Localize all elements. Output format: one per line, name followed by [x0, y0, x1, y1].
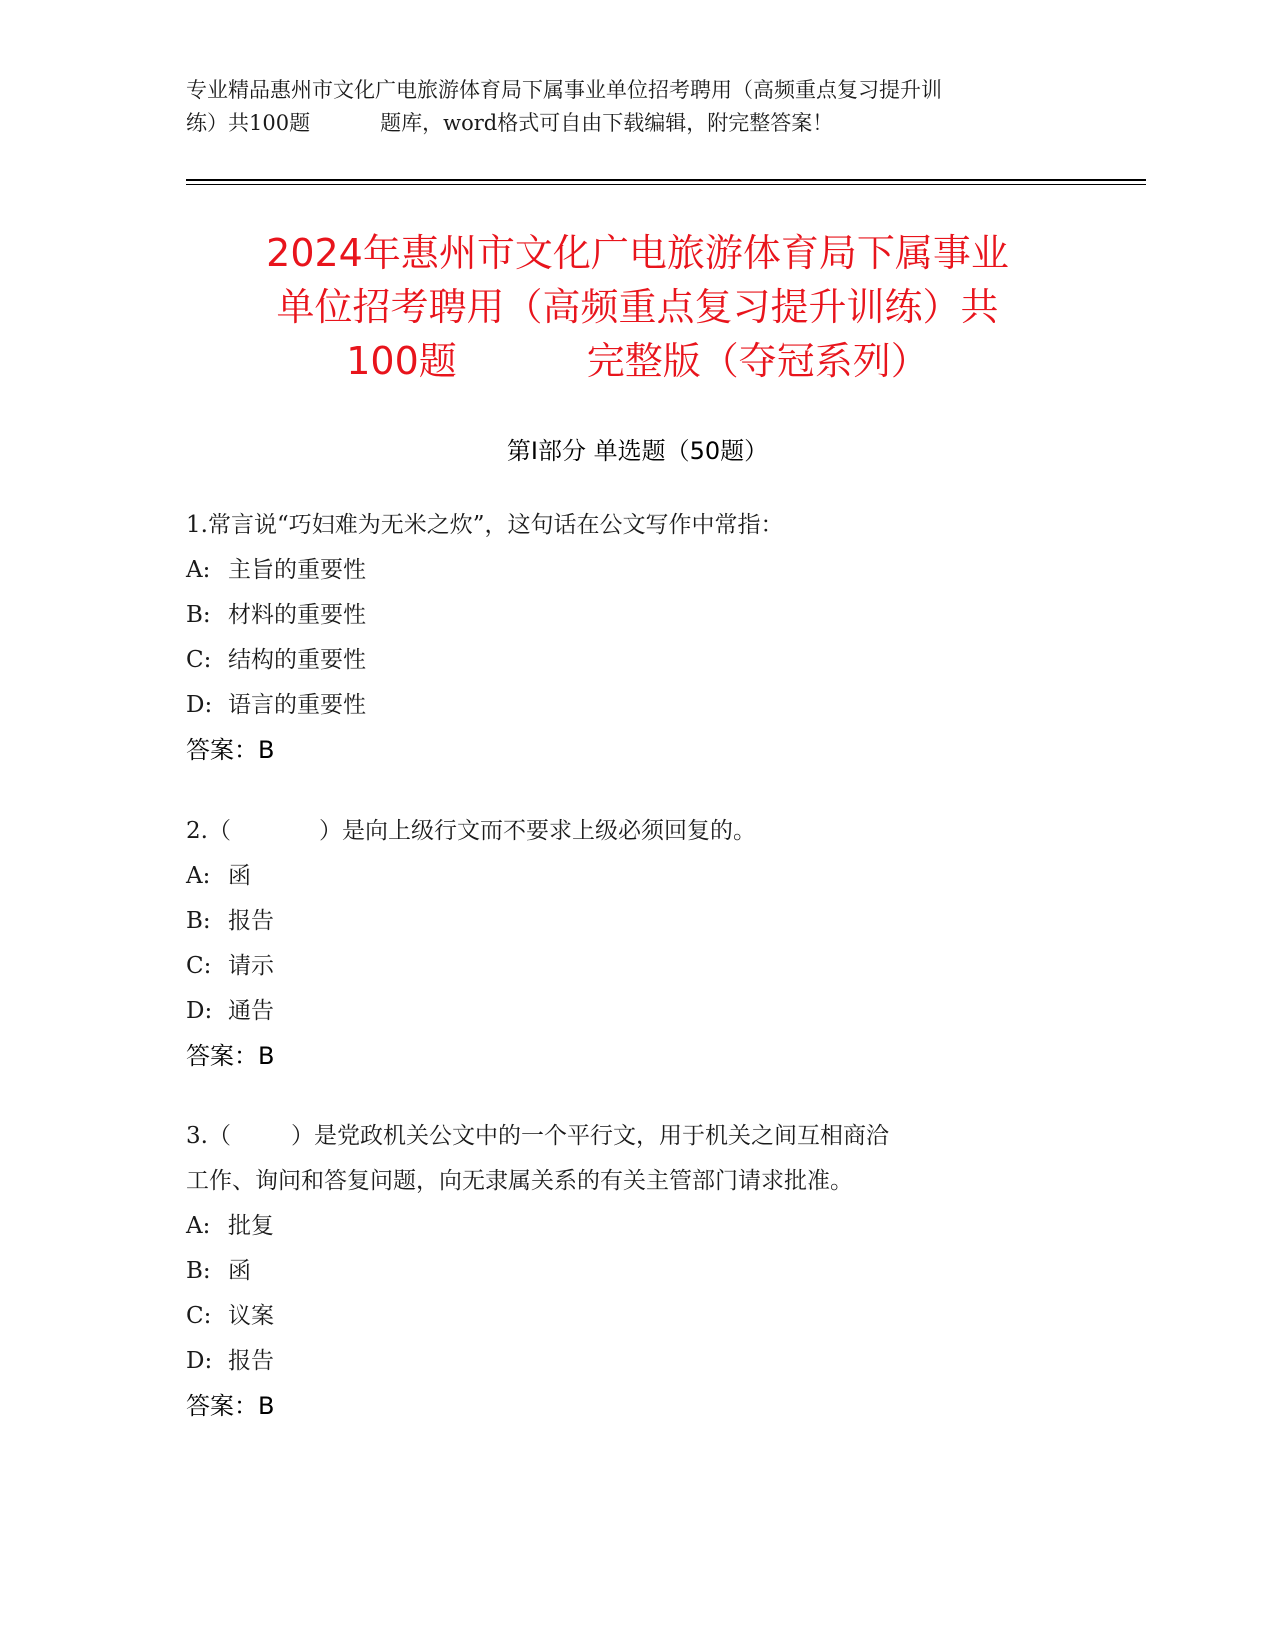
- header-divider-thick: [186, 179, 1146, 181]
- option-d: D: 语言的重要性: [186, 692, 366, 718]
- option-b: B: 报告: [186, 908, 274, 934]
- document-title: [150, 226, 1125, 388]
- title-line-3-end: 完整版（夺冠系列）: [586, 339, 929, 383]
- document-header-note: [186, 74, 1086, 140]
- question-2: [186, 809, 1086, 1079]
- answer-line: 答案：B: [186, 1042, 275, 1070]
- option-a: A: 函: [186, 863, 251, 889]
- answer-line: 答案：B: [186, 1392, 275, 1420]
- question-stem: 1.常言说“巧妇难为无米之炊”，这句话在公文写作中常指：: [186, 512, 784, 538]
- option-a: A: 批复: [186, 1213, 274, 1239]
- title-line-3: [150, 334, 1125, 388]
- question-stem: 2.（ ）是向上级行文而不要求上级必须回复的。: [186, 818, 756, 844]
- option-c: C: 请示: [186, 953, 274, 979]
- header-line-2-end: 题库，word格式可自由下载编辑，附完整答案！: [380, 111, 834, 135]
- option-b: B: 材料的重要性: [186, 602, 366, 628]
- title-line-2: 单位招考聘用（高频重点复习提升训练）共: [276, 285, 999, 329]
- option-d: D: 报告: [186, 1348, 274, 1374]
- option-c: C: 议案: [186, 1303, 274, 1329]
- header-divider-thin: [186, 184, 1146, 185]
- header-line-2: [186, 107, 1086, 140]
- header-line-2-start: 练）共100题: [186, 111, 311, 135]
- option-a: A: 主旨的重要性: [186, 557, 366, 583]
- option-c: C: 结构的重要性: [186, 647, 366, 673]
- question-stem-continued: 工作、询问和答复问题，向无隶属关系的有关主管部门请求批准。: [186, 1168, 853, 1194]
- title-line-1: 2024年惠州市文化广电旅游体育局下属事业: [266, 231, 1009, 275]
- answer-line: 答案：B: [186, 736, 275, 764]
- title-line-3-start: 100题: [346, 339, 457, 383]
- question-stem: 3.（ ）是党政机关公文中的一个平行文，用于机关之间互相商洽: [186, 1123, 889, 1149]
- section-heading: 第Ⅰ部分 单选题（50题）: [506, 437, 769, 465]
- option-d: D: 通告: [186, 998, 274, 1024]
- header-line-1: 专业精品惠州市文化广电旅游体育局下属事业单位招考聘用（高频重点复习提升训: [186, 78, 942, 102]
- option-b: B: 函: [186, 1258, 251, 1284]
- question-1: [186, 503, 1086, 773]
- question-3: [186, 1114, 1086, 1429]
